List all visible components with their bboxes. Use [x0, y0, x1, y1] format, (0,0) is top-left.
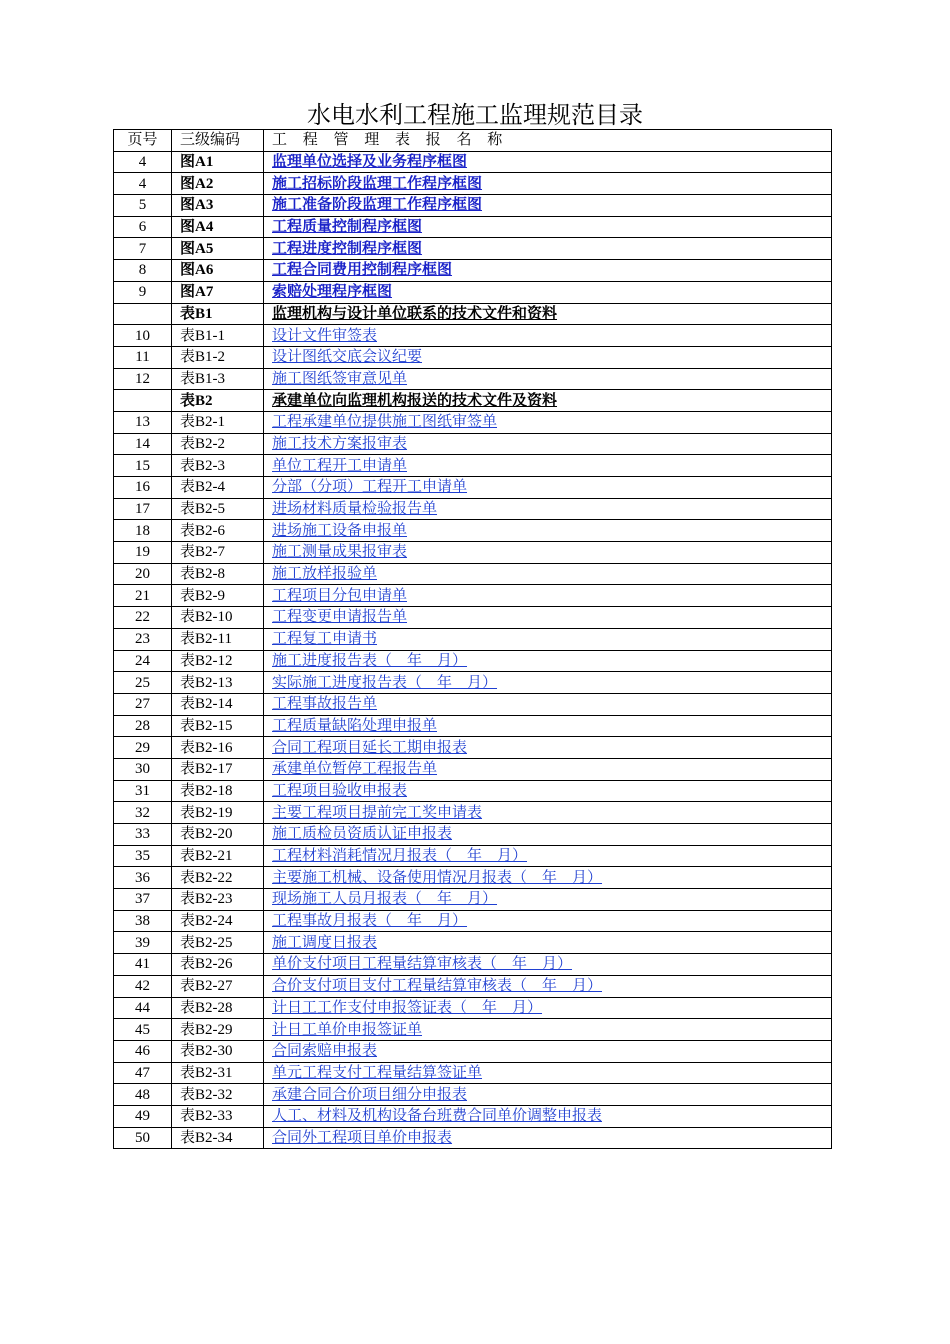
row-page-number: 42 — [114, 975, 172, 997]
row-name-cell — [264, 737, 832, 759]
row-code: 表B2 — [172, 390, 264, 412]
form-link[interactable]: 计日工单价申报签证单 — [272, 1021, 423, 1038]
table-row — [114, 195, 832, 217]
row-page-number: 47 — [114, 1062, 172, 1084]
table-row — [114, 477, 832, 499]
row-code: 图A1 — [172, 151, 264, 173]
section-heading: 监理机构与设计单位联系的技术文件和资料 — [272, 305, 558, 322]
row-name-cell — [264, 845, 832, 867]
row-page-number: 21 — [114, 585, 172, 607]
table-row — [114, 520, 832, 542]
form-link[interactable]: 施工技术方案报审表 — [272, 435, 408, 452]
page-title: 水电水利工程施工监理规范目录 — [307, 101, 643, 129]
row-name-cell — [264, 281, 832, 303]
row-page-number: 32 — [114, 802, 172, 824]
row-page-number: 30 — [114, 758, 172, 780]
table-row — [114, 390, 832, 412]
row-page-number: 37 — [114, 889, 172, 911]
row-name-cell — [264, 368, 832, 390]
form-link[interactable]: 进场材料质量检验报告单 — [272, 501, 438, 518]
row-code: 表B2-17 — [172, 758, 264, 780]
row-name-cell — [264, 1127, 832, 1149]
row-code: 表B2-25 — [172, 932, 264, 954]
form-link[interactable]: 工程项目验收申报表 — [272, 782, 408, 799]
row-name-cell — [264, 1084, 832, 1106]
row-code: 表B2-33 — [172, 1105, 264, 1127]
row-page-number: 17 — [114, 498, 172, 520]
row-page-number: 6 — [114, 216, 172, 238]
row-name-cell — [264, 151, 832, 173]
row-code: 表B1 — [172, 303, 264, 325]
row-code: 表B2-8 — [172, 563, 264, 585]
row-code: 表B2-14 — [172, 693, 264, 715]
row-code: 表B2-5 — [172, 498, 264, 520]
row-name-cell — [264, 954, 832, 976]
table-row — [114, 780, 832, 802]
table-row — [114, 1040, 832, 1062]
table-row — [114, 173, 832, 195]
row-name-cell — [264, 997, 832, 1019]
table-row — [114, 845, 832, 867]
table-row — [114, 585, 832, 607]
row-name-cell — [264, 455, 832, 477]
form-link[interactable]: 合同工程项目延长工期申报表 — [272, 739, 468, 756]
row-name-cell — [264, 238, 832, 260]
row-name-cell — [264, 433, 832, 455]
form-link[interactable]: 工程变更申请报告单 — [272, 609, 408, 626]
table-row — [114, 303, 832, 325]
table-row — [114, 607, 832, 629]
form-link[interactable]: 合价支付项目支付工程量结算审核表（ 年 月） — [272, 978, 603, 995]
table-row — [114, 216, 832, 238]
form-link[interactable]: 合同索赔申报表 — [272, 1043, 378, 1060]
form-link[interactable]: 施工质检员资质认证申报表 — [272, 826, 453, 843]
row-code: 表B2-23 — [172, 889, 264, 911]
row-name-cell — [264, 520, 832, 542]
row-page-number: 31 — [114, 780, 172, 802]
table-row — [114, 1127, 832, 1149]
form-link[interactable]: 主要施工机械、设备使用情况月报表（ 年 月） — [272, 869, 603, 886]
row-code: 表B2-12 — [172, 650, 264, 672]
table-row — [114, 824, 832, 846]
row-name-cell — [264, 1019, 832, 1041]
row-page-number: 44 — [114, 997, 172, 1019]
table-row — [114, 542, 832, 564]
table-row — [114, 1019, 832, 1041]
row-code: 图A3 — [172, 195, 264, 217]
row-code: 表B2-4 — [172, 477, 264, 499]
table-row — [114, 910, 832, 932]
row-page-number: 13 — [114, 411, 172, 433]
row-code: 表B2-34 — [172, 1127, 264, 1149]
form-link[interactable]: 施工测量成果报审表 — [272, 544, 408, 561]
row-page-number: 25 — [114, 672, 172, 694]
table-row — [114, 346, 832, 368]
table-row — [114, 693, 832, 715]
table-row — [114, 368, 832, 390]
row-code: 表B2-18 — [172, 780, 264, 802]
form-link[interactable]: 实际施工进度报告表（ 年 月） — [272, 674, 498, 691]
row-name-cell — [264, 607, 832, 629]
row-name-cell — [264, 802, 832, 824]
table-row — [114, 325, 832, 347]
row-page-number: 49 — [114, 1105, 172, 1127]
row-name-cell — [264, 932, 832, 954]
row-name-cell — [264, 824, 832, 846]
row-code: 表B1-3 — [172, 368, 264, 390]
row-name-cell — [264, 346, 832, 368]
row-page-number: 22 — [114, 607, 172, 629]
row-code: 表B2-29 — [172, 1019, 264, 1041]
row-name-cell — [264, 1105, 832, 1127]
row-name-cell — [264, 628, 832, 650]
row-page-number: 27 — [114, 693, 172, 715]
table-row — [114, 1084, 832, 1106]
table-row — [114, 563, 832, 585]
row-name-cell — [264, 1040, 832, 1062]
figure-link[interactable]: 监理单位选择及业务程序框图 — [272, 154, 468, 171]
row-code: 表B2-15 — [172, 715, 264, 737]
row-code: 表B2-22 — [172, 867, 264, 889]
form-link[interactable]: 工程承建单位提供施工图纸审签单 — [272, 414, 498, 431]
form-link[interactable]: 现场施工人员月报表（ 年 月） — [272, 891, 498, 908]
row-name-cell — [264, 303, 832, 325]
form-link[interactable]: 单价支付项目工程量结算审核表（ 年 月） — [272, 956, 573, 973]
form-link[interactable]: 设计文件审签表 — [272, 327, 378, 344]
header-page: 页号 — [114, 130, 172, 152]
header-code: 三级编码 — [172, 130, 264, 152]
table-row — [114, 954, 832, 976]
row-code: 表B2-20 — [172, 824, 264, 846]
row-code: 表B1-2 — [172, 346, 264, 368]
row-page-number: 16 — [114, 477, 172, 499]
toc-table — [113, 129, 832, 1149]
row-code: 表B2-11 — [172, 628, 264, 650]
row-page-number: 11 — [114, 346, 172, 368]
row-name-cell — [264, 867, 832, 889]
table-row — [114, 867, 832, 889]
row-page-number: 35 — [114, 845, 172, 867]
row-code: 表B2-32 — [172, 1084, 264, 1106]
form-link[interactable]: 工程事故报告单 — [272, 696, 378, 713]
table-row — [114, 672, 832, 694]
row-page-number: 5 — [114, 195, 172, 217]
row-name-cell — [264, 758, 832, 780]
table-row — [114, 737, 832, 759]
row-code: 图A4 — [172, 216, 264, 238]
table-row — [114, 650, 832, 672]
row-name-cell — [264, 975, 832, 997]
row-code: 图A5 — [172, 238, 264, 260]
row-name-cell — [264, 542, 832, 564]
row-code: 表B1-1 — [172, 325, 264, 347]
form-link[interactable]: 人工、材料及机构设备台班费合同单价调整申报表 — [272, 1108, 603, 1125]
row-name-cell — [264, 780, 832, 802]
table-row — [114, 433, 832, 455]
row-page-number: 45 — [114, 1019, 172, 1041]
row-page-number: 7 — [114, 238, 172, 260]
form-link[interactable]: 施工进度报告表（ 年 月） — [272, 652, 468, 669]
form-link[interactable]: 工程项目分包申请单 — [272, 587, 408, 604]
header-name — [264, 130, 832, 152]
table-row — [114, 498, 832, 520]
figure-link[interactable]: 施工准备阶段监理工作程序框图 — [272, 197, 483, 214]
row-code: 表B2-19 — [172, 802, 264, 824]
form-link[interactable]: 工程复工申请书 — [272, 631, 378, 648]
row-name-cell — [264, 260, 832, 282]
row-page-number: 41 — [114, 954, 172, 976]
row-code: 表B2-9 — [172, 585, 264, 607]
row-page-number: 8 — [114, 260, 172, 282]
row-page-number: 10 — [114, 325, 172, 347]
row-code: 表B2-2 — [172, 433, 264, 455]
row-page-number: 33 — [114, 824, 172, 846]
figure-link[interactable]: 索赔处理程序框图 — [272, 284, 393, 301]
row-code: 表B2-3 — [172, 455, 264, 477]
row-code: 表B2-28 — [172, 997, 264, 1019]
row-code: 图A7 — [172, 281, 264, 303]
row-name-cell — [264, 563, 832, 585]
row-code: 表B2-27 — [172, 975, 264, 997]
row-code: 表B2-24 — [172, 910, 264, 932]
form-link[interactable]: 设计图纸交底会议纪要 — [272, 349, 423, 366]
table-row — [114, 1062, 832, 1084]
row-name-cell — [264, 672, 832, 694]
header-name-text: 工 程 管 理 表 报 名 称 — [272, 132, 509, 149]
row-name-cell — [264, 910, 832, 932]
form-link[interactable]: 单位工程开工申请单 — [272, 457, 408, 474]
form-link[interactable]: 施工放样报验单 — [272, 566, 378, 583]
table-row — [114, 281, 832, 303]
row-page-number: 29 — [114, 737, 172, 759]
row-code: 表B2-30 — [172, 1040, 264, 1062]
form-link[interactable]: 工程事故月报表（ 年 月） — [272, 913, 468, 930]
table-row — [114, 411, 832, 433]
toc-body — [114, 130, 832, 1149]
row-page-number: 19 — [114, 542, 172, 564]
row-name-cell — [264, 411, 832, 433]
form-link[interactable]: 主要工程项目提前完工奖申请表 — [272, 804, 483, 821]
form-link[interactable]: 分部（分项）工程开工申请单 — [272, 479, 468, 496]
table-row — [114, 260, 832, 282]
row-name-cell — [264, 889, 832, 911]
row-page-number: 12 — [114, 368, 172, 390]
row-page-number — [114, 390, 172, 412]
row-name-cell — [264, 498, 832, 520]
row-code: 表B2-13 — [172, 672, 264, 694]
row-name-cell — [264, 585, 832, 607]
row-name-cell — [264, 650, 832, 672]
row-code: 表B2-16 — [172, 737, 264, 759]
figure-link[interactable]: 工程质量控制程序框图 — [272, 219, 423, 236]
table-row — [114, 628, 832, 650]
row-page-number: 36 — [114, 867, 172, 889]
row-page-number: 15 — [114, 455, 172, 477]
row-code: 表B2-1 — [172, 411, 264, 433]
form-link[interactable]: 施工图纸签审意见单 — [272, 370, 408, 387]
row-code: 表B2-10 — [172, 607, 264, 629]
form-link[interactable]: 承建合同合价项目细分申报表 — [272, 1086, 468, 1103]
row-page-number: 46 — [114, 1040, 172, 1062]
row-name-cell — [264, 715, 832, 737]
form-link[interactable]: 合同外工程项目单价申报表 — [272, 1129, 453, 1146]
row-page-number: 48 — [114, 1084, 172, 1106]
table-row — [114, 151, 832, 173]
row-name-cell — [264, 477, 832, 499]
figure-link[interactable]: 工程合同费用控制程序框图 — [272, 262, 453, 279]
table-row — [114, 802, 832, 824]
form-link[interactable]: 施工调度日报表 — [272, 934, 378, 951]
row-page-number: 39 — [114, 932, 172, 954]
figure-link[interactable]: 施工招标阶段监理工作程序框图 — [272, 175, 483, 192]
form-link[interactable]: 单元工程支付工程量结算签证单 — [272, 1064, 483, 1081]
row-code: 图A2 — [172, 173, 264, 195]
row-page-number: 23 — [114, 628, 172, 650]
header-row — [114, 130, 832, 152]
table-row — [114, 975, 832, 997]
row-page-number: 9 — [114, 281, 172, 303]
row-name-cell — [264, 173, 832, 195]
table-row — [114, 715, 832, 737]
table-row — [114, 238, 832, 260]
figure-link[interactable]: 工程进度控制程序框图 — [272, 240, 423, 257]
form-link[interactable]: 计日工工作支付申报签证表（ 年 月） — [272, 999, 543, 1016]
table-row — [114, 932, 832, 954]
row-page-number — [114, 303, 172, 325]
row-code: 表B2-6 — [172, 520, 264, 542]
form-link[interactable]: 工程材料消耗情况月报表（ 年 月） — [272, 848, 528, 865]
row-page-number: 18 — [114, 520, 172, 542]
row-name-cell — [264, 390, 832, 412]
row-name-cell — [264, 1062, 832, 1084]
row-page-number: 20 — [114, 563, 172, 585]
table-row — [114, 455, 832, 477]
row-page-number: 14 — [114, 433, 172, 455]
row-name-cell — [264, 216, 832, 238]
row-name-cell — [264, 693, 832, 715]
row-code: 表B2-31 — [172, 1062, 264, 1084]
row-page-number: 50 — [114, 1127, 172, 1149]
row-name-cell — [264, 325, 832, 347]
section-heading: 承建单位向监理机构报送的技术文件及资料 — [272, 392, 558, 409]
row-code: 表B2-7 — [172, 542, 264, 564]
row-code: 图A6 — [172, 260, 264, 282]
table-row — [114, 1105, 832, 1127]
row-name-cell — [264, 195, 832, 217]
row-code: 表B2-26 — [172, 954, 264, 976]
table-row — [114, 889, 832, 911]
row-page-number: 28 — [114, 715, 172, 737]
form-link[interactable]: 承建单位暂停工程报告单 — [272, 761, 438, 778]
row-page-number: 38 — [114, 910, 172, 932]
table-row — [114, 997, 832, 1019]
row-page-number: 24 — [114, 650, 172, 672]
row-page-number: 4 — [114, 151, 172, 173]
row-code: 表B2-21 — [172, 845, 264, 867]
table-row — [114, 758, 832, 780]
form-link[interactable]: 工程质量缺陷处理申报单 — [272, 717, 438, 734]
form-link[interactable]: 进场施工设备申报单 — [272, 522, 408, 539]
row-page-number: 4 — [114, 173, 172, 195]
